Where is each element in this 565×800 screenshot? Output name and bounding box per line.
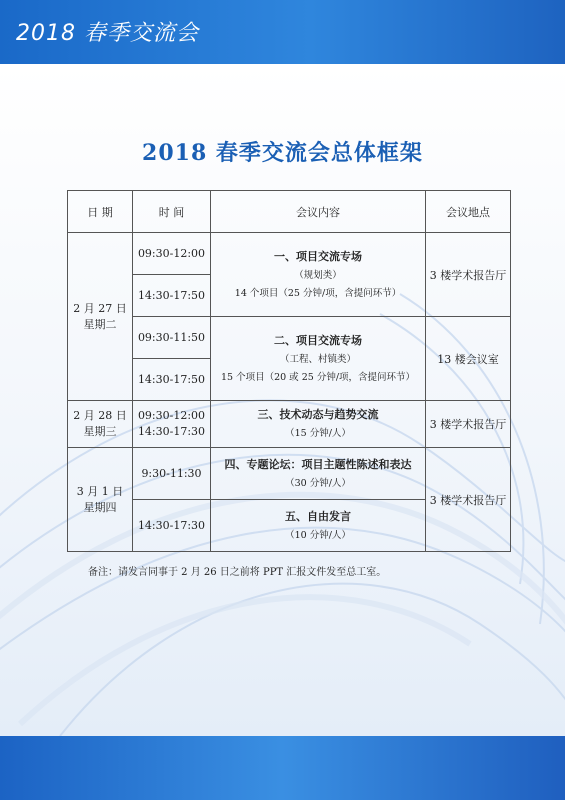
weekday-label: 星期四: [83, 500, 117, 514]
session-title: 五、自由发言: [285, 509, 351, 523]
weekday-label: 星期二: [83, 317, 117, 331]
header-time: 时 间: [133, 191, 211, 233]
content-cell: [211, 500, 426, 552]
table-row: [68, 401, 511, 448]
date-label: 3 月 1 日: [76, 484, 124, 498]
footnote: 备注：请发言同事于 2 月 26 日之前将 PPT 汇报文件发至总工室。: [88, 567, 387, 578]
session-duration: （15 分钟/人）: [285, 428, 351, 439]
date-cell: [68, 233, 133, 401]
table-row: [68, 448, 511, 500]
location-cell: 13 楼会议室: [426, 317, 511, 401]
weekday-label: 星期三: [83, 425, 117, 438]
time-cell: 09:30-12:00: [133, 233, 211, 275]
content-cell: [211, 317, 426, 401]
header-content: 会议内容: [211, 191, 426, 233]
date-cell: [68, 448, 133, 552]
session-duration: （30 分钟/人）: [285, 477, 351, 489]
session-detail: 15 个项目（20 或 25 分钟/项，含提问环节）: [220, 371, 416, 383]
date-cell: [68, 401, 133, 448]
table-row: [68, 317, 511, 359]
footer-band: [0, 736, 565, 800]
header-location: 会议地点: [426, 191, 511, 233]
date-label: 2 月 28 日: [73, 409, 127, 422]
time-cell: 14:30-17:50: [133, 359, 211, 401]
session-duration: （10 分钟/人）: [285, 529, 351, 541]
location-cell: 3 楼学术报告厅: [426, 233, 511, 317]
content-cell: [211, 233, 426, 317]
time-cell: [133, 401, 211, 448]
location-cell: 3 楼学术报告厅: [426, 401, 511, 448]
time-cell: 14:30-17:50: [133, 275, 211, 317]
content-cell: [211, 448, 426, 500]
session-title: 三、技术动态与趋势交流: [257, 408, 379, 421]
time-morning: 09:30-12:00: [137, 409, 206, 422]
time-afternoon: 14:30-17:30: [137, 425, 206, 438]
schedule-table: [67, 190, 511, 552]
time-cell: 14:30-17:30: [133, 500, 211, 552]
table-row: [68, 233, 511, 275]
header-band: [0, 0, 565, 64]
session-title: 四、专题论坛：项目主题性陈述和表达: [224, 457, 412, 471]
time-cell: 9:30-11:30: [133, 448, 211, 500]
time-cell: 09:30-11:50: [133, 317, 211, 359]
session-title: 二、项目交流专场: [274, 333, 362, 347]
header-date: 日 期: [68, 191, 133, 233]
session-title: 一、项目交流专场: [274, 249, 362, 263]
page-title: 2018 春季交流会总体框架: [142, 140, 423, 166]
session-category: （工程、村镇类）: [279, 353, 356, 365]
header-title: 2018 春季交流会: [16, 21, 199, 46]
date-label: 2 月 27 日: [73, 301, 127, 315]
content-cell: [211, 401, 426, 448]
session-detail: 14 个项目（25 分钟/项，含提问环节）: [234, 287, 402, 299]
table-header-row: [68, 191, 511, 233]
session-category: （规划类）: [294, 269, 342, 281]
location-cell: 3 楼学术报告厅: [426, 448, 511, 552]
